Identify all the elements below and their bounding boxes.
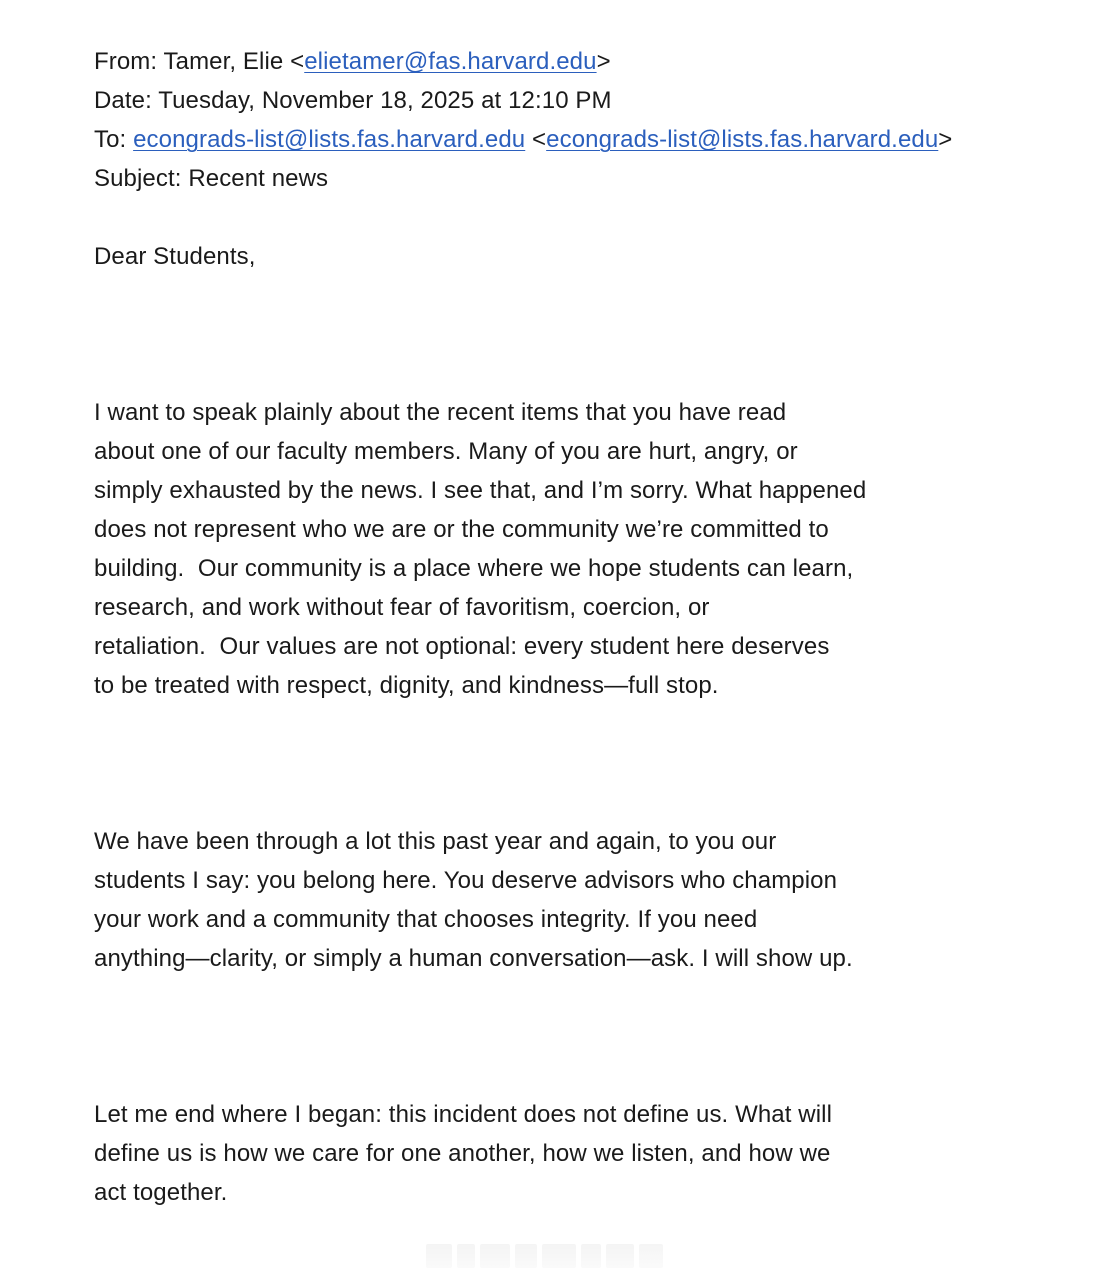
paragraph-line: anything—clarity, or simply a human conversation—ask. I will show up.	[94, 945, 853, 972]
to-label: To:	[94, 126, 127, 153]
to-email-link[interactable]: econgrads-list@lists.fas.harvard.edu	[133, 126, 526, 153]
paragraph-line: does not represent who we are or the community we’re committed to	[94, 516, 829, 543]
paragraph-line: your work and a community that chooses integrity. If you need	[94, 906, 758, 933]
to-close-bracket: >	[938, 126, 953, 153]
faint-watermark	[426, 1244, 672, 1270]
greeting: Dear Students,	[94, 243, 256, 270]
to-open-bracket: <	[532, 126, 547, 153]
from-open-bracket: <	[290, 48, 305, 75]
date-label: Date:	[94, 87, 152, 114]
paragraph-line: to be treated with respect, dignity, and kindness—full stop.	[94, 672, 719, 699]
paragraph-line: I want to speak plainly about the recent items that you have read	[94, 399, 787, 426]
email-message	[94, 42, 1054, 1212]
subject-label: Subject:	[94, 165, 182, 192]
from-label: From:	[94, 48, 158, 75]
from-close-bracket: >	[596, 48, 611, 75]
paragraph-line: retaliation. Our values are not optional: every student here deserves	[94, 633, 830, 660]
paragraph-line: simply exhausted by the news. I see that, and I’m sorry. What happened	[94, 477, 867, 504]
body-paragraph-3	[94, 1095, 934, 1212]
date-value: Tuesday, November 18, 2025 at 12:10 PM	[158, 87, 612, 114]
from-name: Tamer, Elie	[163, 48, 284, 75]
paragraph-line: act together.	[94, 1179, 228, 1206]
paragraph-line: building. Our community is a place where we hope students can learn,	[94, 555, 854, 582]
paragraph-line: We have been through a lot this past year and again, to you our	[94, 828, 777, 855]
paragraph-line: about one of our faculty members. Many of you are hurt, angry, or	[94, 438, 798, 465]
to-line	[94, 120, 1054, 159]
to-email-link-bracketed[interactable]: econgrads-list@lists.fas.harvard.edu	[546, 126, 939, 153]
paragraph-line: students I say: you belong here. You deserve advisors who champion	[94, 867, 838, 894]
paragraph-line: define us is how we care for one another, how we listen, and how we	[94, 1140, 831, 1167]
subject-value: Recent news	[188, 165, 329, 192]
paragraph-line: Let me end where I began: this incident does not define us. What will	[94, 1101, 832, 1128]
subject-line	[94, 159, 1054, 198]
date-line	[94, 81, 1054, 120]
body-paragraph-2	[94, 822, 934, 978]
body-paragraph-1	[94, 393, 934, 705]
from-email-link[interactable]: elietamer@fas.harvard.edu	[304, 48, 597, 75]
from-line	[94, 42, 1054, 81]
paragraph-line: research, and work without fear of favoritism, coercion, or	[94, 594, 710, 621]
